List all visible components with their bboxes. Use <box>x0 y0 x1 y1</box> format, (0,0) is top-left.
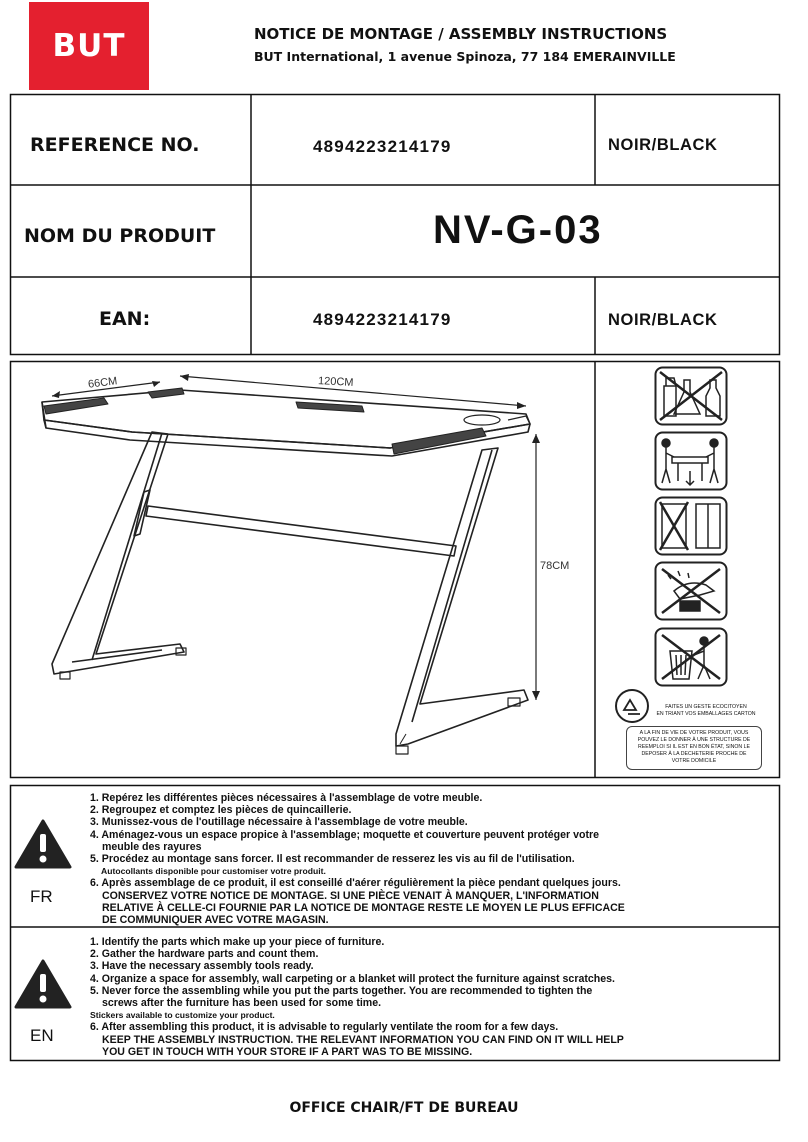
fr-line: CONSERVEZ VOTRE NOTICE DE MONTAGE. SI UNE PIÈCE VENAIT À MANQUER, L'INFORMATION <box>102 889 599 902</box>
eco-line-6: DEPOSER À LA DECHETERIE PROCHE DE <box>641 751 747 757</box>
en-line: 1. Identify the parts which make up your piece of furniture. <box>90 936 385 948</box>
eco-line-7: VOTRE DOMICILE <box>671 758 717 764</box>
instructions-en <box>90 936 690 1058</box>
fr-line: 2. Regroupez et comptez les pièces de quincaillerie. <box>90 804 352 817</box>
desk-diagram <box>12 362 594 776</box>
fr-line: DE COMMUNIQUER AVEC VOTRE MAGASIN. <box>102 914 329 927</box>
en-line: 3. Have the necessary assembly tools ready. <box>90 960 314 973</box>
en-line: 4. Organize a space for assembly, wall carpeting or a blanket will protect the furniture against scratches. <box>90 972 615 985</box>
fr-line: Autocollants disponible pour customiser votre produit. <box>101 866 326 877</box>
lang-label-fr: FR <box>30 887 53 906</box>
reference-label: REFERENCE NO. <box>30 134 200 156</box>
instructions-fr <box>90 792 690 926</box>
eco-heading <box>652 704 760 718</box>
en-line: Stickers available to customize your product. <box>90 1010 275 1021</box>
en-line: screws after the furniture has been used for some time. <box>102 997 382 1010</box>
eco-line-1: FAITES UN GESTE ECOCITOYEN <box>665 704 747 710</box>
ean-value: 4894223214179 <box>313 310 452 329</box>
fr-line: RELATIVE À CELLE-CI FOURNIE PAR LA NOTICE DE MONTAGE RESTE LE MOYEN LE PLUS EFFICACE <box>102 901 625 914</box>
depth-dimension: 66CM <box>87 375 118 391</box>
lang-label-en: EN <box>30 1026 54 1045</box>
en-line: 2. Gather the hardware parts and count them. <box>90 948 319 961</box>
no-chemicals-icon <box>654 366 728 426</box>
warning-icon-en <box>14 958 72 1010</box>
en-line: YOU GET IN TOUCH WITH YOUR STORE IF A PART WAS TO BE MISSING. <box>102 1045 473 1058</box>
ean-color: NOIR/BLACK <box>608 310 718 329</box>
no-water-cleaning-icon <box>654 561 728 621</box>
fr-line: 4. Aménagez-vous un espace propice à l'assemblage; moquette et couverture peuvent protéger votre <box>90 828 600 841</box>
two-person-lift-icon <box>654 431 728 491</box>
warning-icon-fr <box>14 818 72 870</box>
eco-info-box <box>626 726 762 770</box>
no-wardrobe-icon <box>654 496 728 556</box>
eco-line-5: REEMPLOI SI IL EST EN BON ÉTAT, SINON LE <box>638 744 750 750</box>
eco-line-2: EN TRIANT VOS EMBALLAGES CARTON <box>656 711 756 717</box>
company-address: BUT International, 1 avenue Spinoza, 77 184 EMERAINVILLE <box>254 49 676 64</box>
en-line: 6. After assembling this product, it is advisable to regularly ventilate the room for a few days. <box>90 1021 559 1034</box>
product-model: NV-G-03 <box>433 207 603 252</box>
fr-line: meuble des rayures <box>102 840 202 853</box>
logo-text: BUT <box>52 28 126 64</box>
document-title: NOTICE DE MONTAGE / ASSEMBLY INSTRUCTIONS <box>254 25 668 43</box>
eco-line-3: A LA FIN DE VIE DE VOTRE PRODUIT, VOUS <box>639 730 749 736</box>
fr-line: 1. Repérez les différentes pièces nécessaires à l'assemblage de votre meuble. <box>90 792 483 804</box>
height-dimension: 78CM <box>540 560 570 572</box>
en-line: KEEP THE ASSEMBLY INSTRUCTION. THE RELEVANT INFORMATION YOU CAN FIND ON IT WILL HELP <box>102 1033 624 1046</box>
no-trash-icon <box>654 627 728 687</box>
product-label: NOM DU PRODUIT <box>24 225 216 247</box>
reference-value: 4894223214179 <box>313 137 452 156</box>
fr-line: 5. Procédez au montage sans forcer. Il est recommander de resserez les vis au fil de l'utilisation. <box>90 853 575 866</box>
eco-line-4: POUVEZ LE DONNER À UNE STRUCTURE DE <box>637 737 751 743</box>
ean-label: EAN: <box>99 308 151 330</box>
en-line: 5. Never force the assembling while you put the parts together. You are recommended to tighten the <box>90 984 593 997</box>
fr-line: 6. Après assemblage de ce produit, il est conseillé d'aérer régulièrement la pièce pendant quelques jours. <box>90 877 621 890</box>
recycle-icon <box>614 688 650 724</box>
fr-line: 3. Munissez-vous de l'outillage nécessaire à l'assemblage de votre meuble. <box>90 816 468 829</box>
width-dimension: 120CM <box>317 375 354 389</box>
reference-color: NOIR/BLACK <box>608 135 718 154</box>
footer-product-type: OFFICE CHAIR/FT DE BUREAU <box>289 1100 519 1116</box>
